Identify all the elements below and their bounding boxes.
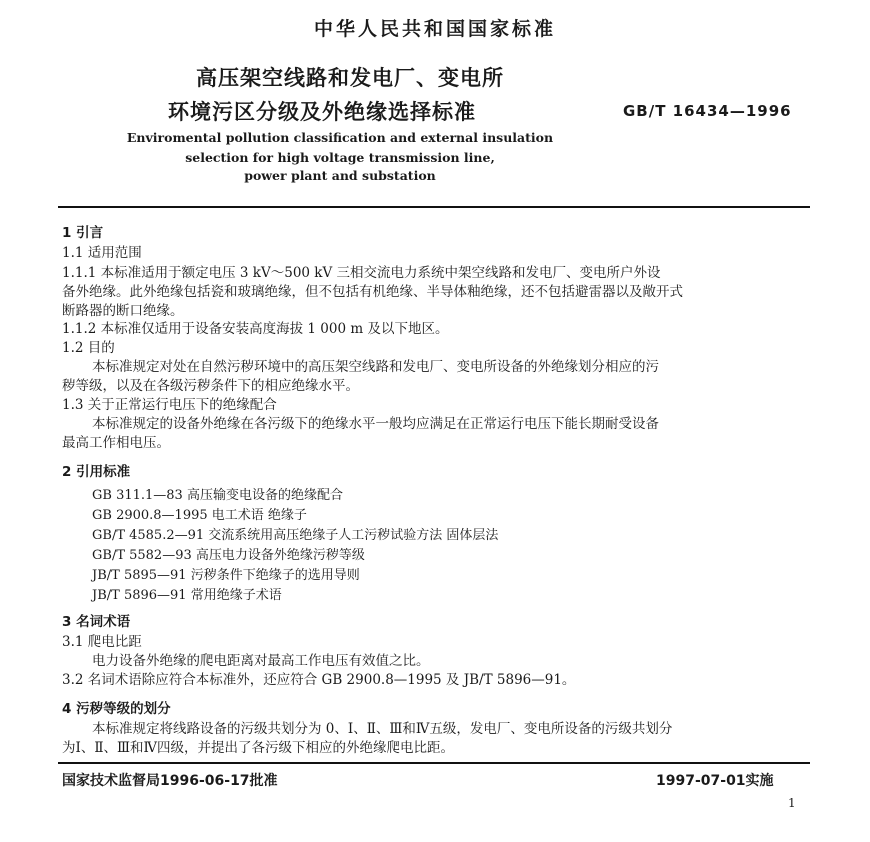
section-3-1-text: 电力设备外绝缘的爬电距离对最高工作电压有效值之比。 — [92, 653, 430, 669]
section-1-1-1-line-1: 1.1.1 本标准适用于额定电压 3 kV～500 kV 三相交流电力系统中架空线路和发电厂、变电所户外设 — [62, 265, 661, 281]
section-4-line-1: 本标准规定将线路设备的污级共划分为 0、Ⅰ、Ⅱ、Ⅲ和Ⅳ五级，发电厂、变电所设备的污级共划分 — [92, 721, 673, 737]
top-divider — [58, 206, 810, 208]
section-1-1-1-line-2: 备外绝缘。此外绝缘包括瓷和玻璃绝缘，但不包括有机绝缘、半导体釉绝缘，还不包括避雷器以及敞开式 — [62, 284, 683, 300]
section-4-heading: 4 污秽等级的划分 — [62, 701, 171, 717]
section-1-2-line-1: 本标准规定对处在自然污秽环境中的高压架空线路和发电厂、变电所设备的外绝缘划分相应的污 — [92, 359, 659, 375]
english-title-line-2: selection for high voltage transmission line, — [185, 150, 495, 165]
english-title-line-1: Enviromental pollution classification and external insulation — [126, 130, 554, 145]
section-1-3-heading: 1.3 关于正常运行电压下的绝缘配合 — [62, 397, 277, 413]
reference-item: GB/T 4585.2—91 交流系统用高压绝缘子人工污秽试验方法 固体层法 — [92, 528, 499, 543]
reference-item: GB 2900.8—1995 电工术语 绝缘子 — [92, 508, 307, 523]
standard-code: GB/T 16434—1996 — [623, 102, 792, 120]
reference-item: JB/T 5895—91 污秽条件下绝缘子的选用导则 — [92, 568, 360, 583]
reference-item: GB/T 5582—93 高压电力设备外绝缘污秽等级 — [92, 548, 365, 563]
approval-date: 国家技术监督局1996-06-17批准 — [62, 773, 278, 789]
reference-item: GB 311.1—83 高压输变电设备的绝缘配合 — [92, 488, 343, 503]
section-3-1-heading: 3.1 爬电比距 — [62, 634, 142, 650]
bottom-divider — [58, 762, 810, 764]
section-4-line-2: 为Ⅰ、Ⅱ、Ⅲ和Ⅳ四级，并提出了各污级下相应的外绝缘爬电比距。 — [62, 740, 455, 756]
implementation-date: 1997-07-01实施 — [656, 773, 774, 789]
section-1-3-line-2: 最高工作相电压。 — [62, 435, 170, 451]
title-line-1: 高压架空线路和发电厂、变电所 — [196, 66, 504, 90]
english-title-line-3: power plant and substation — [244, 168, 436, 183]
section-3-heading: 3 名词术语 — [62, 614, 131, 630]
reference-item: JB/T 5896—91 常用绝缘子术语 — [92, 588, 282, 603]
section-3-2: 3.2 名词术语除应符合本标准外，还应符合 GB 2900.8—1995 及 JB/T 5896—91。 — [62, 672, 576, 688]
section-1-3-line-1: 本标准规定的设备外绝缘在各污级下的绝缘水平一般均应满足在正常运行电压下能长期耐受设备 — [92, 416, 659, 432]
section-1-1-heading: 1.1 适用范围 — [62, 245, 142, 261]
section-1-1-1-line-3: 断路器的断口绝缘。 — [62, 303, 184, 319]
page-number: 1 — [788, 796, 796, 810]
section-1-2-heading: 1.2 目的 — [62, 340, 115, 356]
section-1-1-2: 1.1.2 本标准仅适用于设备安装高度海拔 1 000 m 及以下地区。 — [62, 321, 449, 337]
section-1-2-line-2: 秽等级，以及在各级污秽条件下的相应绝缘水平。 — [62, 378, 359, 394]
national-standard-header: 中华人民共和国国家标准 — [313, 18, 556, 40]
section-2-heading: 2 引用标准 — [62, 464, 131, 480]
title-line-2: 环境污区分级及外绝缘选择标准 — [168, 100, 476, 124]
section-1-heading: 1 引言 — [62, 225, 104, 241]
